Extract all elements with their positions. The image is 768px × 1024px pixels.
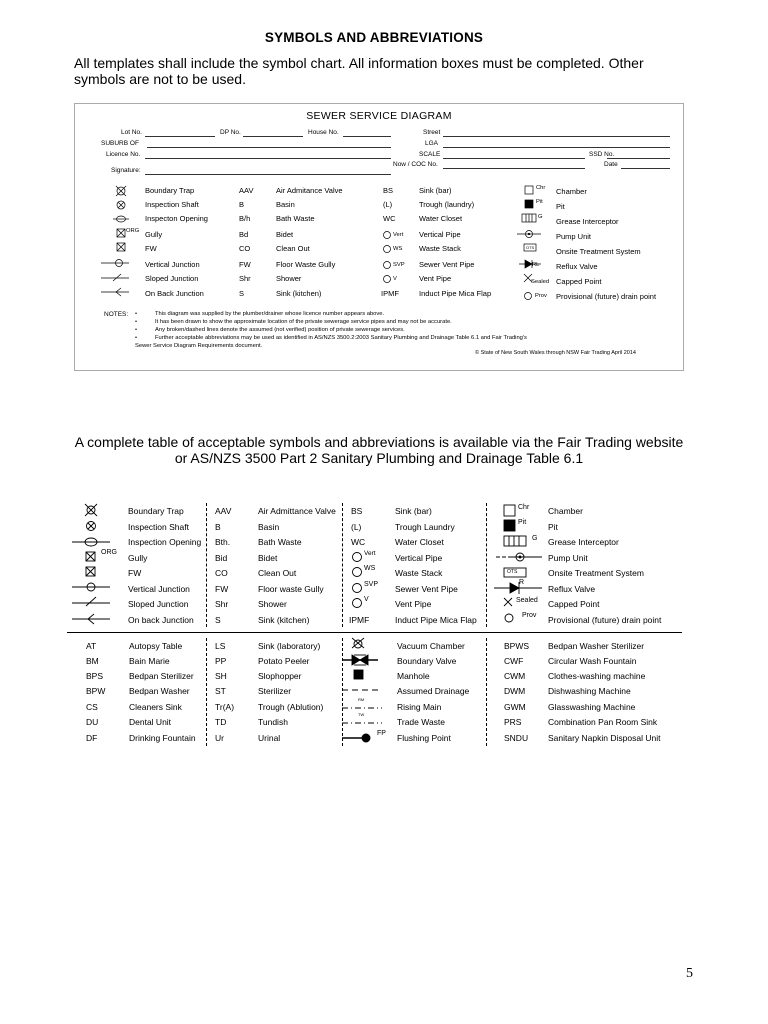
table-cell: Inspection Shaft xyxy=(128,522,189,532)
figure-abbr: BS xyxy=(383,186,394,195)
sloped-junction-icon xyxy=(101,274,129,281)
grease-interceptor-icon xyxy=(504,536,526,546)
licence-line xyxy=(145,158,391,159)
figure-abbr: Shr xyxy=(239,274,251,283)
figure-symbol-label: On Back Junction xyxy=(145,289,204,298)
chamber-icon xyxy=(525,186,533,194)
figure-symbol-label: Inspection Shaft xyxy=(145,200,199,209)
table-cell: Inspection Opening xyxy=(128,537,202,547)
table-cell: CO xyxy=(215,568,228,578)
grease-interceptor-icon xyxy=(522,214,536,222)
table-cell: Glasswashing Machine xyxy=(548,702,636,712)
figure-symbol-label: FW xyxy=(145,244,157,253)
figure-symbol-label: Bath Waste xyxy=(276,214,315,223)
inspection-opening-icon xyxy=(113,216,129,222)
scale-line xyxy=(443,158,585,159)
sloped-junction-icon xyxy=(72,597,110,606)
table-cell: Pit xyxy=(548,522,558,532)
manhole-icon xyxy=(354,670,363,679)
table-cell: B xyxy=(215,522,221,532)
g-label: G xyxy=(532,535,538,542)
table-cell: S xyxy=(215,615,221,625)
figure-symbol-label: Vertical Junction xyxy=(145,260,200,269)
pump-unit-icon xyxy=(496,553,542,561)
lga-line xyxy=(443,147,670,148)
note-bullet: • xyxy=(135,327,138,333)
figure-symbol-label: Basin xyxy=(276,200,295,209)
table-cell: Capped Point xyxy=(548,599,600,609)
sewer-vent-pipe-icon xyxy=(384,262,391,269)
street-line xyxy=(443,136,670,137)
table-cell: Gully xyxy=(128,553,148,563)
vert-label: Vert xyxy=(364,550,376,557)
table-cell: Dental Unit xyxy=(129,717,172,727)
note-item: Further acceptable abbreviations may be used as identified in AS/NZS 3500.2:2003 Sanitary Plumbing and Drainage Table 6.1 and Fair Trading's xyxy=(155,335,527,341)
table-cell: Autopsy Table xyxy=(129,641,183,651)
table-cell: Provisional (future) drain point xyxy=(548,615,662,625)
figure-chr-label: Chr xyxy=(536,185,546,191)
date-label: Date xyxy=(604,161,618,168)
ssd-label: SSD No. xyxy=(589,151,615,158)
dp-label: DP No. xyxy=(220,129,241,136)
figure-rl-label: RL xyxy=(532,262,540,268)
figure-g-label: G xyxy=(538,214,543,220)
vertical-pipe-icon xyxy=(353,553,362,562)
availability-paragraph: A complete table of acceptable symbols and abbreviations is available via the Fair Trading website or AS/NZS 3500 Part 2 Sanitary Plumbing and Drainage Table 6.1 xyxy=(74,434,684,466)
figure-symbol-label: Clean Out xyxy=(276,244,310,253)
figure-symbol-label: Chamber xyxy=(556,187,587,196)
table-cell: Trough (Ablution) xyxy=(258,702,324,712)
table-cell: ST xyxy=(215,686,226,696)
table-cell: Slophopper xyxy=(258,671,302,681)
table-cell: FW xyxy=(215,584,229,594)
figure-symbol-label: Reflux Valve xyxy=(556,262,598,271)
r-label: R xyxy=(519,579,525,586)
table-cell: Clean Out xyxy=(258,568,297,578)
table-cell: CWF xyxy=(504,656,524,666)
dp-line xyxy=(243,136,303,137)
vent-pipe-icon xyxy=(384,276,391,283)
date-line xyxy=(621,168,670,169)
figure-vert-label: Vert xyxy=(393,232,404,238)
table-cell: Bid xyxy=(215,553,228,563)
table-cell: Bidet xyxy=(258,553,278,563)
ws-label: WS xyxy=(364,565,376,572)
vertical-junction-icon xyxy=(101,260,129,267)
note-bullet: • xyxy=(135,319,138,325)
page-title: SYMBOLS AND ABBREVIATIONS xyxy=(264,30,484,45)
column-divider xyxy=(342,503,343,627)
table-cell: Reflux Valve xyxy=(548,584,596,594)
signature-label: Signature: xyxy=(111,167,141,174)
v-label: V xyxy=(364,596,369,603)
figure-symbol-label: Gully xyxy=(145,230,163,239)
waste-stack-icon xyxy=(384,246,391,253)
table-cell: AAV xyxy=(215,506,232,516)
table-cell: Boundary Valve xyxy=(397,656,457,666)
table-cell: PP xyxy=(215,656,227,666)
figure-symbol-label: Air Admitance Valve xyxy=(276,186,343,195)
table-cell: Basin xyxy=(258,522,280,532)
table-cell: CWM xyxy=(504,671,526,681)
vent-pipe-icon xyxy=(353,599,362,608)
figure-abbr: (L) xyxy=(383,200,393,209)
figure-symbol-label: Onsite Treatment System xyxy=(556,247,641,256)
figure-svp-label: SVP xyxy=(393,262,405,268)
table-cell: Air Admittance Valve xyxy=(258,506,336,516)
table-cell: Sewer Vent Pipe xyxy=(395,584,458,594)
table-cell: Trade Waste xyxy=(397,717,446,727)
table-cell: Combination Pan Room Sink xyxy=(548,717,658,727)
table-cell: AT xyxy=(86,641,97,651)
table-cell: CS xyxy=(86,702,98,712)
table-cell: (L) xyxy=(351,522,362,532)
table-cell: WC xyxy=(351,537,366,547)
table-cell: Sink (kitchen) xyxy=(258,615,310,625)
ots-label: OTS xyxy=(507,569,518,575)
column-divider xyxy=(206,503,207,627)
pit-icon xyxy=(525,200,533,208)
figure-ws-label: WS xyxy=(393,246,403,252)
table-cell: Circular Wash Fountain xyxy=(548,656,637,666)
notes-label: NOTES: xyxy=(104,311,129,318)
note-bullet: • xyxy=(135,335,138,341)
gully-icon xyxy=(86,552,95,561)
vacuum-chamber-icon xyxy=(352,638,364,648)
figure-sealed-label: Sealed xyxy=(531,279,550,285)
table-cell: Sanitary Napkin Disposal Unit xyxy=(548,733,661,743)
tw-label: TW xyxy=(358,712,365,717)
pit-label: Pit xyxy=(518,519,527,526)
table-cell: Water Closet xyxy=(395,537,444,547)
chamber-icon xyxy=(504,505,515,516)
figure-symbol-label: Pit xyxy=(556,202,565,211)
flushing-point-icon xyxy=(342,734,370,742)
figure-col3-circles xyxy=(382,230,392,288)
figure-abbr: B xyxy=(239,200,245,209)
table-cell: Waste Stack xyxy=(395,568,443,578)
table-cell: Bedpan Sterilizer xyxy=(129,671,194,681)
boundary-trap-icon xyxy=(116,186,126,196)
provisional-drain-point-icon xyxy=(525,293,532,300)
table-cell: Bath Waste xyxy=(258,537,302,547)
figure-abbr: IPMF xyxy=(381,289,399,298)
table-cell: TD xyxy=(215,717,227,727)
table-cell: Vertical Junction xyxy=(128,584,190,594)
table-cell: Bain Marie xyxy=(129,656,170,666)
table-cell: Potato Peeler xyxy=(258,656,310,666)
table-cell: Clothes-washing machine xyxy=(548,671,646,681)
figure-prov-label: Prov xyxy=(535,293,547,299)
table-cell: DWM xyxy=(504,686,526,696)
table-cell: Assumed Drainage xyxy=(397,686,470,696)
page-number: 5 xyxy=(686,966,693,981)
table-cell: Flushing Point xyxy=(397,733,451,743)
inspection-shaft-icon xyxy=(117,201,125,209)
table-cell: Floor waste Gully xyxy=(258,584,324,594)
lga-label: LGA xyxy=(425,140,439,147)
table-cell: Pump Unit xyxy=(548,553,588,563)
figure-symbol-label: Water Closet xyxy=(419,214,463,223)
table-cell: SH xyxy=(215,671,227,681)
table-cell: Tr(A) xyxy=(215,702,235,712)
table-cell: DF xyxy=(86,733,98,743)
scale-label: SCALE xyxy=(419,151,441,158)
table-cell: Chamber xyxy=(548,506,583,516)
table-cell: Rising Main xyxy=(397,702,442,712)
suburb-label: SUBURB OF xyxy=(101,140,139,147)
intro-paragraph: All templates shall include the symbol chart. All information boxes must be completed. Other symbols are not to be used. xyxy=(74,55,644,87)
table-cell: FW xyxy=(128,568,142,578)
figure-symbol-label: Pump Unit xyxy=(556,232,592,241)
table-cell: Shower xyxy=(258,599,287,609)
table-cell: PRS xyxy=(504,717,522,727)
figure-ots-label: OTS xyxy=(526,245,535,250)
table-col1-symbols xyxy=(70,502,112,624)
table-cell: BM xyxy=(86,656,99,666)
figure-symbol-label: Floor Waste Gully xyxy=(276,260,336,269)
table-cell: Ur xyxy=(215,733,224,743)
lot-label: Lot No. xyxy=(121,129,142,136)
fw-icon xyxy=(86,567,95,576)
fw-icon xyxy=(117,243,125,251)
table-cell: Induct Pipe Mica Flap xyxy=(395,615,477,625)
figure-abbr: WC xyxy=(383,214,396,223)
column-divider xyxy=(206,638,207,746)
table-org-label: ORG xyxy=(101,549,117,556)
on-back-junction-icon xyxy=(72,614,110,624)
sewer-vent-pipe-icon xyxy=(353,584,362,593)
pump-unit-icon xyxy=(517,231,541,238)
note-item: This diagram was supplied by the plumber/drainer whose licence number appears above. xyxy=(155,311,385,317)
boundary-trap-icon xyxy=(85,504,97,516)
table-cell: Urinal xyxy=(258,733,281,743)
column-divider xyxy=(486,638,487,746)
gully-icon xyxy=(117,229,125,237)
table-cell: Boundary Trap xyxy=(128,506,184,516)
table-cell: Vent Pipe xyxy=(395,599,432,609)
licence-label: Licence No. xyxy=(106,151,141,158)
figure-abbr: CO xyxy=(239,244,251,253)
on-back-junction-icon xyxy=(101,288,129,296)
table-cell: Bedpan Washer xyxy=(129,686,190,696)
table-cell: Tundish xyxy=(258,717,288,727)
table-cell: BPS xyxy=(86,671,104,681)
waste-stack-icon xyxy=(353,568,362,577)
street-label: Street xyxy=(423,129,441,136)
prov-label: Prov xyxy=(522,612,537,619)
table-col3-circles xyxy=(351,551,363,607)
figure-symbol-label: Trough (laundry) xyxy=(419,200,475,209)
reflux-valve-icon xyxy=(494,582,542,594)
figure-pit-label: Pit xyxy=(536,199,543,205)
table-cell: Manhole xyxy=(397,671,430,681)
table-cell: Sterilizer xyxy=(258,686,292,696)
chr-label: Chr xyxy=(518,504,530,511)
table-cell: Sloped Junction xyxy=(128,599,189,609)
sealed-label: Sealed xyxy=(516,597,538,604)
note-item: It has been drawn to show the approximate location of the private sewerage service pipes and may not be accurate. xyxy=(155,319,452,325)
figure-title: SEWER SERVICE DIAGRAM xyxy=(306,110,452,122)
table-cell: LS xyxy=(215,641,226,651)
table-cell: Sink (laboratory) xyxy=(258,641,321,651)
table-cell: Grease Interceptor xyxy=(548,537,619,547)
sewer-service-diagram-figure xyxy=(74,103,684,371)
figure-symbol-label: Vent Pipe xyxy=(419,274,452,283)
rm-label: RM xyxy=(358,697,365,702)
svp-label: SVP xyxy=(364,581,379,588)
figure-symbol-label: Sloped Junction xyxy=(145,274,199,283)
figure-symbol-label: Induct Pipe Mica Flap xyxy=(419,289,492,298)
table-cell: Onsite Treatment System xyxy=(548,568,644,578)
fp-label: FP xyxy=(377,730,386,737)
inspection-opening-icon xyxy=(72,538,110,546)
figure-symbol-label: Vertical Pipe xyxy=(419,230,461,239)
ssd-line xyxy=(607,158,670,159)
table-cell: BPW xyxy=(86,686,106,696)
table-cell: BPWS xyxy=(504,641,530,651)
vertical-junction-icon xyxy=(72,583,110,591)
note-item: Any broken/dashed lines denote the assumed (not verified) position of private sewerage services. xyxy=(155,327,405,333)
figure-symbol-label: Bidet xyxy=(276,230,294,239)
table-cell: GWM xyxy=(504,702,526,712)
signature-line xyxy=(145,174,391,175)
table-divider xyxy=(67,632,682,633)
table-cell: Drinking Fountain xyxy=(129,733,196,743)
table-cell: On back Junction xyxy=(128,615,194,625)
table-cell: SNDU xyxy=(504,733,529,743)
table-cell: Trough Laundry xyxy=(395,522,455,532)
note-bullet: • xyxy=(135,311,138,317)
figure-org-label: ORG xyxy=(126,228,140,234)
table-cell: DU xyxy=(86,717,99,727)
table-cell: Sink (bar) xyxy=(395,506,432,516)
house-line xyxy=(343,136,391,137)
table-cell: Dishwashing Machine xyxy=(548,686,631,696)
lot-line xyxy=(145,136,215,137)
figure-symbol-label: Capped Point xyxy=(556,277,602,286)
figure-v-label: V xyxy=(393,276,397,282)
nowcoc-label: Now / COC No. xyxy=(393,161,438,168)
boundary-valve-icon xyxy=(342,655,378,665)
table-cell: Bth. xyxy=(215,537,231,547)
table-cell: IPMF xyxy=(349,615,370,625)
figure-symbol-label: Sink (kitchen) xyxy=(276,289,322,298)
figure-symbol-label: Boundary Trap xyxy=(145,186,195,195)
figure-symbol-label: Sewer Vent Pipe xyxy=(419,260,475,269)
figure-abbr: Bd xyxy=(239,230,249,239)
column-divider xyxy=(486,503,487,627)
provisional-drain-point-icon xyxy=(505,614,513,622)
figure-symbol-label: Grease Interceptor xyxy=(556,217,619,226)
pit-icon xyxy=(504,520,515,531)
capped-point-icon xyxy=(504,598,512,606)
inspection-shaft-icon xyxy=(87,522,96,531)
vertical-pipe-icon xyxy=(384,232,391,239)
figure-abbr: S xyxy=(239,289,245,298)
table-cell: Vertical Pipe xyxy=(395,553,443,563)
figure-abbr: B/h xyxy=(239,214,251,223)
table-cell: Vacuum Chamber xyxy=(397,641,465,651)
figure-symbol-label: Sink (bar) xyxy=(419,186,452,195)
house-label: House No. xyxy=(308,129,339,136)
figure-col1-symbols xyxy=(113,184,129,294)
table-cell: Cleaners Sink xyxy=(129,702,182,712)
figure-abbr: AAV xyxy=(239,186,254,195)
figure-symbol-label: Shower xyxy=(276,274,302,283)
copyright-text: © State of New South Wales through NSW Fair Trading April 2014 xyxy=(475,350,636,356)
note-item: Sewer Service Diagram Requirements document. xyxy=(135,343,263,349)
table-cell: Shr xyxy=(215,599,229,609)
figure-symbol-label: Inspecton Opening xyxy=(145,214,208,223)
figure-symbol-label: Provisional (future) drain point xyxy=(556,292,657,301)
figure-symbol-label: Waste Stack xyxy=(419,244,461,253)
table-cell: Bedpan Washer Sterilizer xyxy=(548,641,645,651)
figure-abbr: FW xyxy=(239,260,251,269)
nowcoc-line xyxy=(443,168,585,169)
table-cell: BS xyxy=(351,506,363,516)
suburb-line xyxy=(147,147,391,148)
